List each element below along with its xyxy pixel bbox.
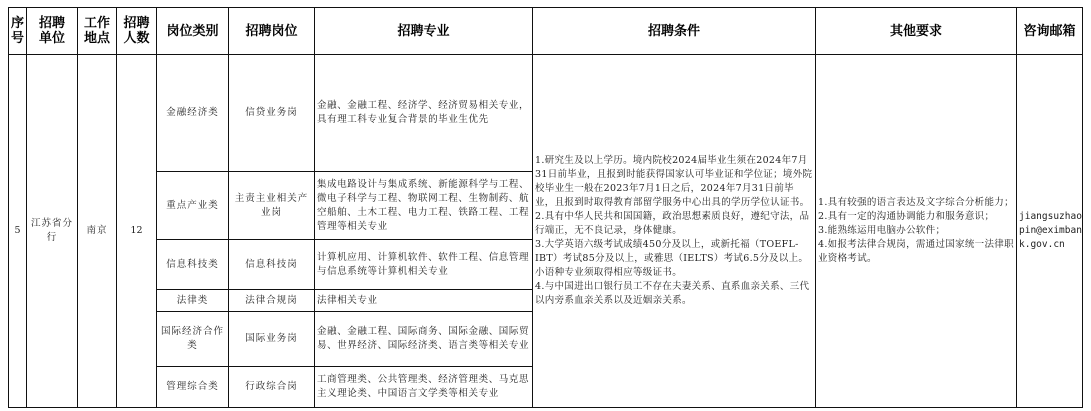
header-seq-line2: 号 bbox=[10, 31, 24, 46]
category-cell: 管理综合类 bbox=[157, 367, 229, 408]
recruitment-table bbox=[8, 7, 1083, 408]
major-cell: 金融、金融工程、经济学、经济贸易相关专业，具有理工科专业复合背景的毕业生优先 bbox=[315, 55, 533, 172]
condition-item: 2.具有中华人民共和国国籍，政治思想素质良好，遵纪守法，品行端正，无不良记录，身体健康。 bbox=[535, 211, 810, 236]
header-other: 其他要求 bbox=[816, 8, 1017, 55]
header-unit-line2: 单位 bbox=[38, 31, 65, 46]
category-cell: 法律类 bbox=[157, 290, 229, 312]
condition-item: 1.研究生及以上学历。境内院校2024届毕业生须在2024年7月31日前毕业，且报到时能获得国家认可毕业证和学位证；境外院校毕业生一般在2023年7月1日之后，2024年7月31日前毕业，且报到时取得教育部留学服务中心出具的学历学位认证书。 bbox=[535, 155, 813, 208]
major-cell: 工商管理类、公共管理类、经济管理类、马克思主义理论类、中国语言文学类等相关专业 bbox=[315, 367, 533, 408]
header-count-line2: 人数 bbox=[123, 31, 150, 46]
category-cell: 信息科技类 bbox=[157, 240, 229, 290]
header-unit-line1: 招聘 bbox=[38, 16, 65, 31]
header-conditions: 招聘条件 bbox=[533, 8, 816, 55]
position-cell: 行政综合岗 bbox=[229, 367, 315, 408]
position-cell: 信息科技岗 bbox=[229, 240, 315, 290]
unit-cell: 江苏省分行 bbox=[27, 55, 78, 408]
major-cell: 金融、金融工程、国际商务、国际金融、国际贸易、世界经济、国际经济类、语言类等相关专业 bbox=[315, 312, 533, 367]
category-cell: 国际经济合作类 bbox=[157, 312, 229, 367]
major-cell: 计算机应用、计算机软件、软件工程、信息管理与信息系统等计算机相关专业 bbox=[315, 240, 533, 290]
position-cell: 主责主业相关产业岗 bbox=[229, 172, 315, 240]
major-cell: 集成电路设计与集成系统、新能源科学与工程、微电子科学与工程、物联网工程、生物制药、航空船舶、土木工程、电力工程、铁路工程、工程管理等相关专业 bbox=[315, 172, 533, 240]
category-cell: 重点产业类 bbox=[157, 172, 229, 240]
position-cell: 信贷业务岗 bbox=[229, 55, 315, 172]
header-position: 招聘岗位 bbox=[229, 8, 315, 55]
seq-cell: 5 bbox=[9, 55, 27, 408]
header-count-line1: 招聘 bbox=[123, 16, 150, 31]
header-seq bbox=[9, 8, 27, 55]
condition-item: 3.大学英语六级考试成绩450分及以上，或新托福（TOEFL-IBT）考试85分及以上，或雅思（IELTS）考试6.5分及以上。小语种专业须取得相应等级证书。 bbox=[535, 239, 809, 278]
header-seq-line1: 序 bbox=[10, 16, 24, 31]
location-cell: 南京 bbox=[78, 55, 117, 408]
major-cell: 法律相关专业 bbox=[315, 290, 533, 312]
header-major: 招聘专业 bbox=[315, 8, 533, 55]
category-cell: 金融经济类 bbox=[157, 55, 229, 172]
email-link[interactable]: jiangsuzhaopin@eximbank.gov.cn bbox=[1017, 55, 1083, 408]
other-item: 3.能熟练运用电脑办公软件； bbox=[818, 225, 946, 236]
other-item: 1.具有较强的语言表达及文字综合分析能力； bbox=[818, 197, 1014, 208]
header-row bbox=[9, 8, 1083, 55]
header-count bbox=[117, 8, 157, 55]
table-row bbox=[9, 55, 1083, 172]
header-location-line1: 工作 bbox=[83, 16, 110, 31]
header-unit bbox=[27, 8, 78, 55]
condition-item: 4.与中国进出口银行员工不存在夫妻关系、直系血亲关系、三代以内旁系血亲关系以及近姻亲关系。 bbox=[535, 281, 810, 306]
position-cell: 国际业务岗 bbox=[229, 312, 315, 367]
header-location-line2: 地点 bbox=[83, 31, 110, 46]
other-requirements-cell bbox=[816, 55, 1017, 408]
other-item: 2.具有一定的沟通协调能力和服务意识； bbox=[818, 211, 995, 222]
count-cell: 12 bbox=[117, 55, 157, 408]
header-email: 咨询邮箱 bbox=[1017, 8, 1083, 55]
other-item: 4.如报考法律合规岗，需通过国家统一法律职业资格考试。 bbox=[818, 239, 1014, 264]
position-cell: 法律合规岗 bbox=[229, 290, 315, 312]
header-location bbox=[78, 8, 117, 55]
conditions-cell bbox=[533, 55, 816, 408]
header-category: 岗位类别 bbox=[157, 8, 229, 55]
